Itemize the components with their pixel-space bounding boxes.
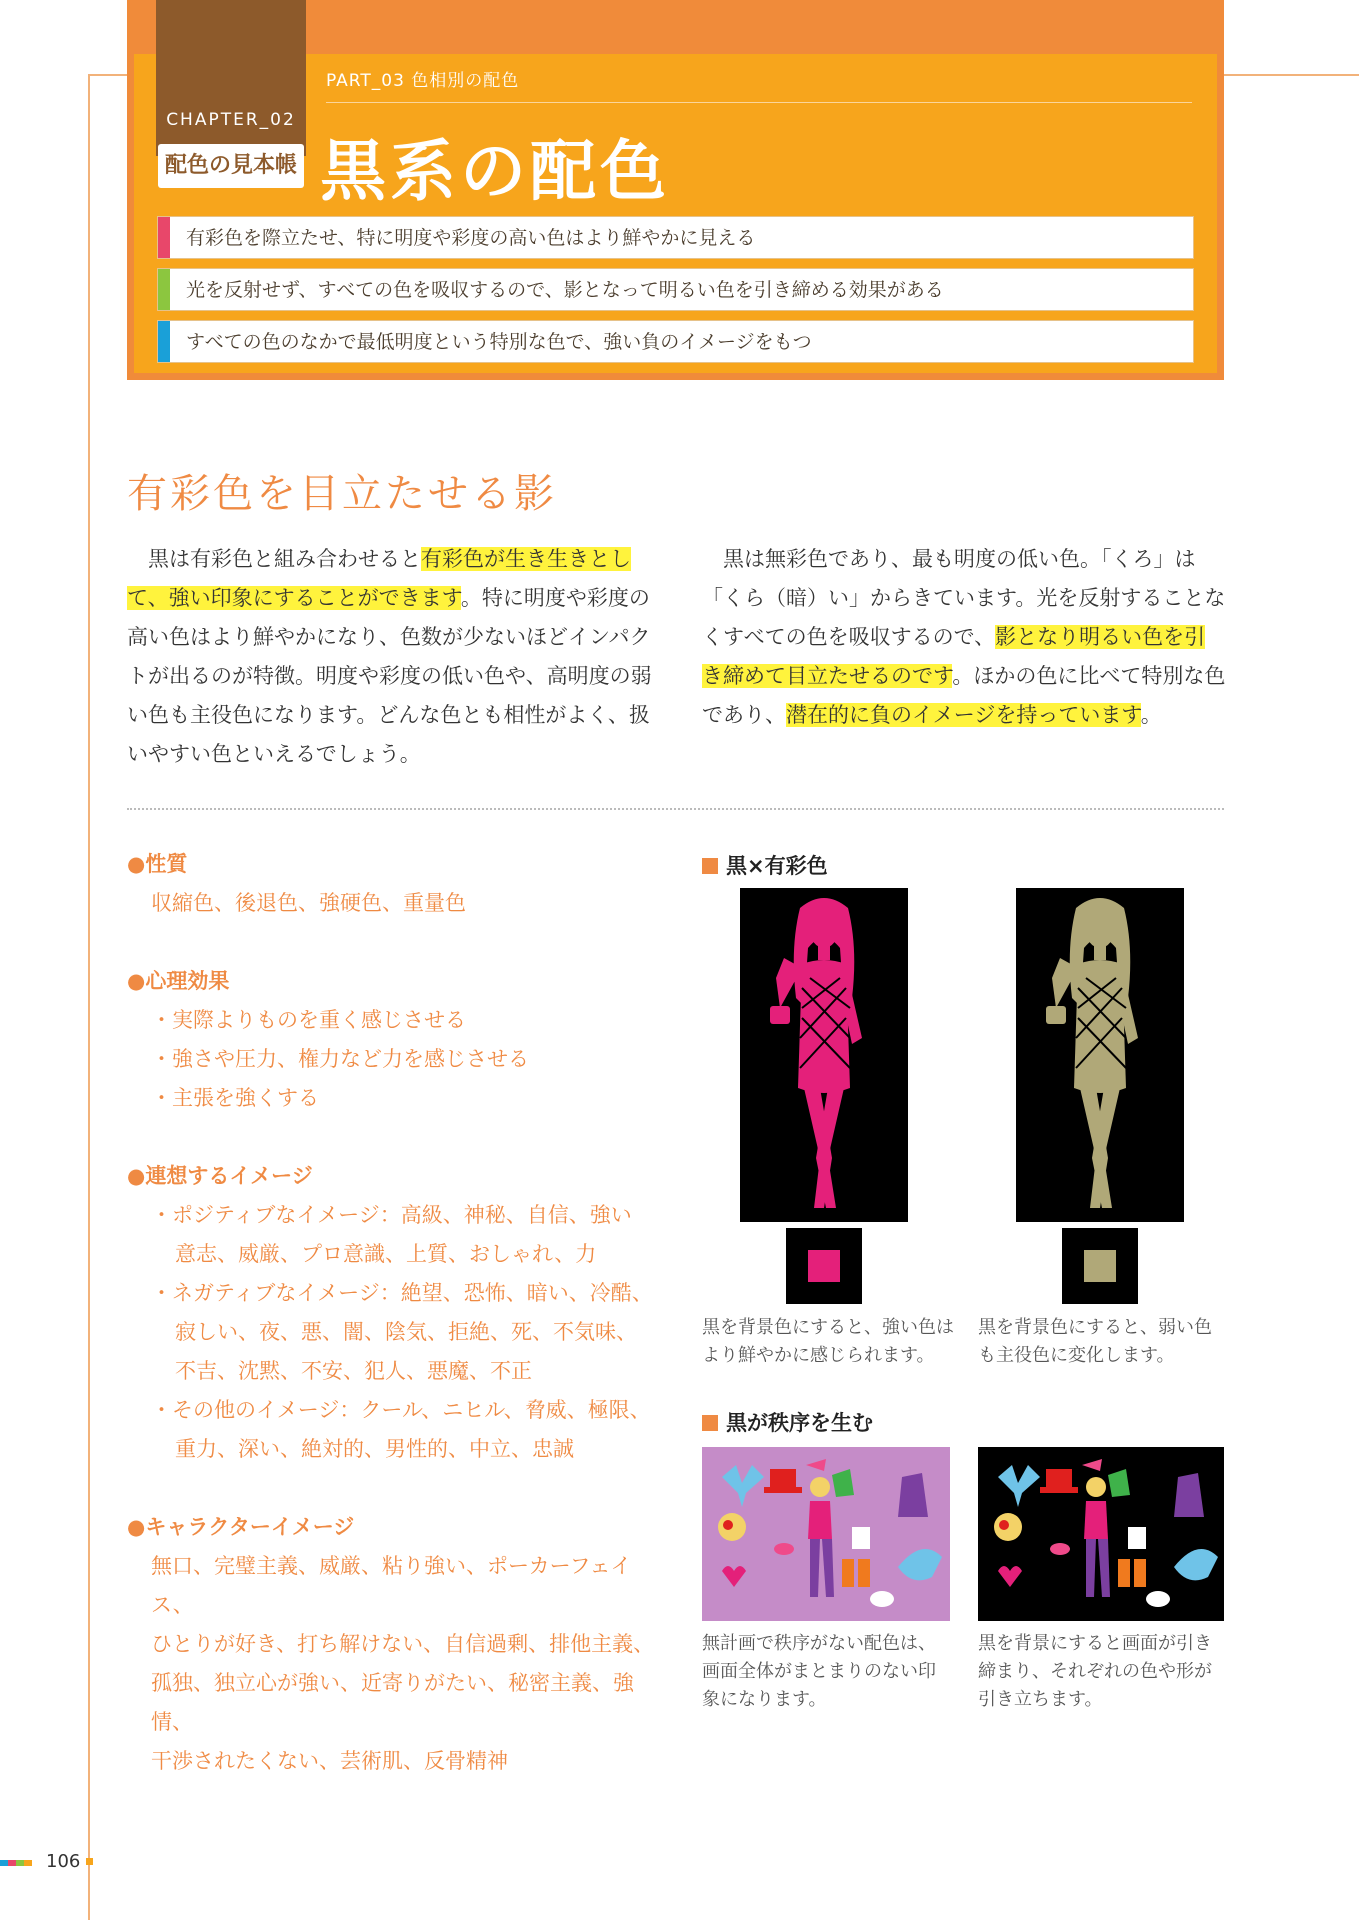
character-block	[127, 1508, 667, 1781]
psych-title: ●心理効果	[127, 969, 230, 993]
figure2-caption-right	[978, 1630, 1228, 1714]
character-line: 干渉されたくない、芸術肌、反骨精神	[151, 1749, 508, 1773]
chapter-tab	[156, 0, 306, 156]
figure1-caption-left	[702, 1314, 962, 1370]
nature-text: 収縮色、後退色、強硬色、重量色	[151, 891, 466, 915]
assoc-positive-label: ・ポジティブなイメージ：	[151, 1203, 401, 1227]
assoc-other-text: クール、ニヒル、脅威、極限、	[360, 1398, 651, 1422]
assoc-negative-cont: 不吉、沈黙、不安、犯人、悪魔、不正	[175, 1359, 532, 1383]
stripe-pink	[158, 217, 170, 258]
summary-bar-1	[157, 216, 1194, 259]
summary-text: 光を反射せず、すべての色を吸収するので、影となって明るい色を引き締める効果がある	[186, 279, 944, 301]
summary-bar-3	[157, 320, 1194, 363]
character-line: 孤独、独立心が強い、近寄りがたい、秘密主義、強情、	[151, 1671, 634, 1734]
figure-woman-olive	[1016, 888, 1184, 1222]
character-line: 無口、完璧主義、威厳、粘り強い、ポーカーフェイス、	[151, 1554, 632, 1617]
assoc-other-line	[127, 1391, 667, 1430]
assoc-positive-text: 高級、神秘、自信、強い	[400, 1203, 632, 1227]
figure2-caption-left	[702, 1630, 962, 1714]
caption-line: 黒を背景色にすると、強い色は	[702, 1317, 954, 1338]
square-bullet-icon	[702, 858, 718, 874]
margin-rule-top-right	[1222, 74, 1359, 76]
stripe-green	[158, 269, 170, 310]
section-title: 有彩色を目立たせる影	[127, 471, 557, 517]
part-label: PART_03 色相別の配色	[326, 71, 520, 91]
swatch-olive	[1062, 1228, 1138, 1304]
dotted-divider	[127, 808, 1224, 810]
margin-rule-top-left	[88, 74, 128, 76]
psych-block	[127, 962, 667, 1118]
color-strip-icon	[0, 1860, 32, 1866]
highlight: 潜在的に負のイメージを持っています	[786, 703, 1141, 727]
text-run: 黒は有彩色と組み合わせると	[148, 547, 421, 571]
assoc-negative-label: ・ネガティブなイメージ：	[151, 1281, 401, 1305]
nature-title: ●性質	[127, 852, 188, 876]
caption-line: 象になります。	[702, 1689, 827, 1710]
assoc-negative-cont: 寂しい、夜、悪、闇、陰気、拒絶、死、不気味、	[175, 1320, 637, 1344]
margin-rule	[88, 74, 90, 1920]
summary-bar-2	[157, 268, 1194, 311]
caption-line: 黒を背景色にすると、弱い色	[978, 1317, 1212, 1338]
psych-item: ・実際よりものを重く感じさせる	[151, 1008, 466, 1032]
caption-line: も主役色に変化します。	[978, 1345, 1175, 1366]
psych-item: ・主張を強くする	[151, 1086, 319, 1110]
character-title: ●キャラクターイメージ	[127, 1515, 355, 1539]
text-run: 。特に明度や彩度の高い色はより鮮やかになり、色数が少ないほどインパクトが出るのが特徴。明度や彩度の低い色や、高明度の弱い色も主役色になります。どんな色とも相性がよく、扱いやすい色といえるでしょう。	[127, 586, 652, 766]
body-paragraph-right	[702, 540, 1226, 735]
page-marker-icon	[86, 1858, 93, 1865]
assoc-block	[127, 1157, 667, 1469]
square-bullet-icon	[702, 1415, 718, 1431]
assoc-negative-line	[127, 1274, 667, 1313]
psych-item: ・強さや圧力、権力など力を感じさせる	[151, 1047, 529, 1071]
illustration-lavender-background	[702, 1447, 950, 1621]
page-title: 黒系の配色	[320, 133, 670, 210]
caption-line: 締まり、それぞれの色や形が	[978, 1661, 1212, 1682]
caption-line: より鮮やかに感じられます。	[702, 1345, 935, 1366]
chapter-label: CHAPTER_02	[166, 110, 296, 130]
text-run: 。	[1140, 703, 1162, 727]
chapter-pill: 配色の見本帳	[158, 144, 304, 188]
page-number: 106	[46, 1851, 81, 1872]
caption-line: 黒を背景にすると画面が引き	[978, 1633, 1212, 1654]
figure1-title: 黒×有彩色	[726, 854, 828, 878]
illustration-black-background	[978, 1447, 1224, 1621]
character-line: ひとりが好き、打ち解けない、自信過剰、排他主義、	[151, 1632, 655, 1656]
assoc-other-label: ・その他のイメージ：	[151, 1398, 361, 1422]
figure1-heading	[702, 850, 828, 880]
assoc-other-cont: 重力、深い、絶対的、男性的、中立、忠誠	[175, 1437, 574, 1461]
highlight: 有彩色が生き生きとして、強い印象にすることができます	[127, 547, 631, 610]
caption-line: 無計画で秩序がない配色は、	[702, 1633, 936, 1654]
caption-line: 引き立ちます。	[978, 1689, 1103, 1710]
body-paragraph-left	[127, 540, 653, 774]
text-run: 。ほかの色に比べて特別な色であり、	[702, 664, 1226, 727]
summary-text: すべての色のなかで最低明度という特別な色で、強い負のイメージをもつ	[186, 331, 812, 353]
swatch-magenta	[786, 1228, 862, 1304]
text-run: 黒は無彩色であり、最も明度の低い色。「くろ」は「くら（暗）い」からきています。光を反射することなくすべての色を吸収するので、	[702, 547, 1226, 649]
summary-text: 有彩色を際立たせ、特に明度や彩度の高い色はより鮮やかに見える	[186, 227, 756, 249]
nature-block	[127, 845, 667, 923]
figure2-title: 黒が秩序を生む	[726, 1411, 873, 1435]
figure-woman-magenta	[740, 888, 908, 1222]
assoc-positive-cont: 意志、威厳、プロ意識、上質、おしゃれ、力	[175, 1242, 597, 1266]
part-divider	[326, 102, 1192, 103]
figure1-caption-right	[978, 1314, 1228, 1370]
figure2-heading	[702, 1407, 873, 1437]
caption-line: 画面全体がまとまりのない印	[702, 1661, 936, 1682]
assoc-positive-line	[127, 1196, 667, 1235]
highlight: 影となり明るい色を引き締めて目立たせるのです	[702, 625, 1206, 688]
assoc-negative-text: 絶望、恐怖、暗い、冷酷、	[400, 1281, 653, 1305]
assoc-title: ●連想するイメージ	[127, 1164, 313, 1188]
stripe-blue	[158, 321, 170, 362]
